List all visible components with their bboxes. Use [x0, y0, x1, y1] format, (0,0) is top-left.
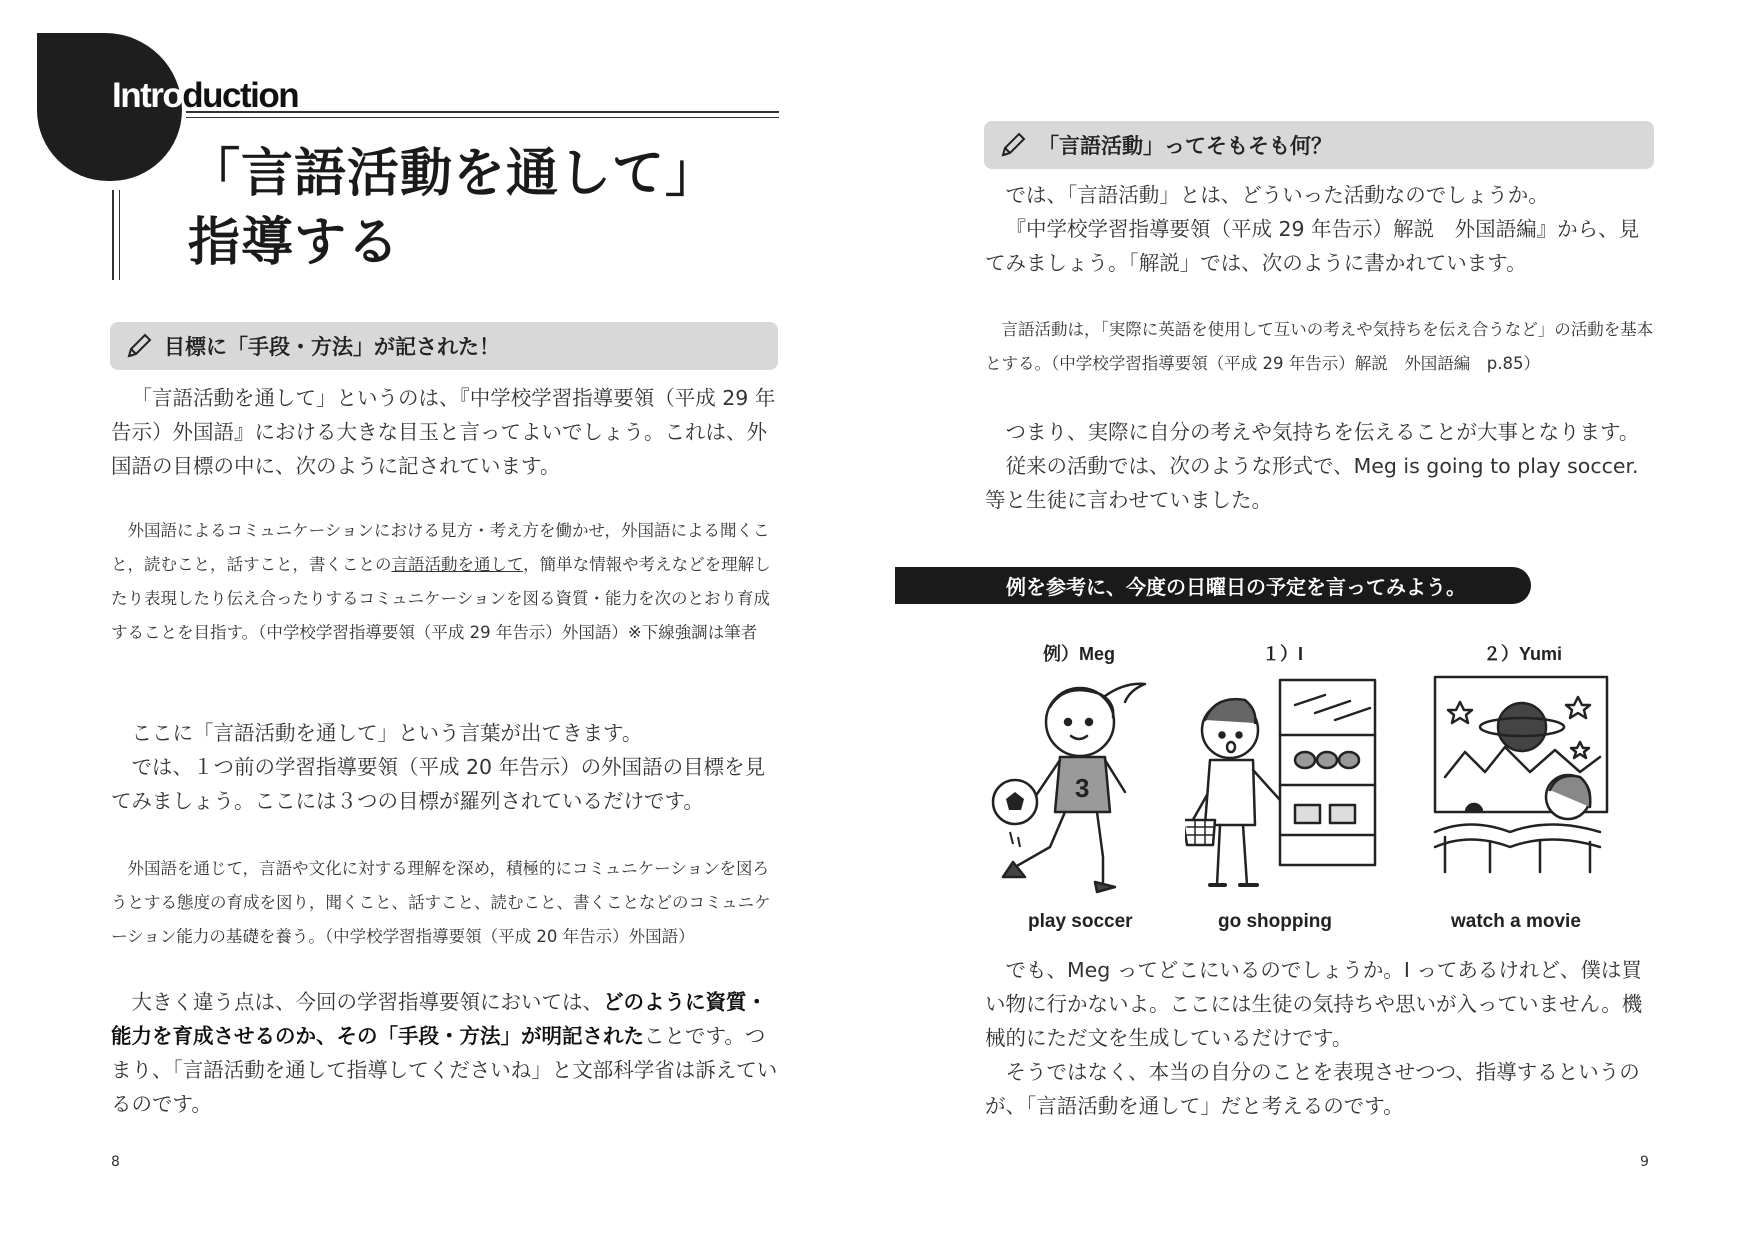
page-number-left: 8 [111, 1154, 120, 1170]
underlined-phrase: 言語活動を通して [391, 555, 524, 574]
quote-block: 外国語を通じて，言語や文化に対する理解を深め，積極的にコミュニケーションを図ろうとする態度の育成を図り，聞くこと、話すこと、読むこと、書くことなどのコミュニケーション能力の基礎を養う。（中学校学習指導要領（平成 20 年告示）外国語） [111, 859, 771, 946]
pencil-icon [998, 130, 1028, 160]
paragraph: ここに「言語活動を通して」という言葉が出てきます。 では、１つ前の学習指導要領（平成 20 年告示）の外国語の目標を見てみましょう。ここには３つの目標が羅列されているだけです。 [111, 721, 766, 813]
movie-illustration [1430, 672, 1615, 877]
example-caption: go shopping [1218, 911, 1332, 932]
section-heading-what-is [984, 121, 1654, 169]
pencil-icon [124, 331, 154, 361]
example-label: １）I [1262, 644, 1304, 664]
section-heading-text: 「言語活動」ってそもそも何？ [1038, 134, 1332, 158]
page-number-right: 9 [1640, 1154, 1649, 1170]
chapter-title-line1: 「言語活動を通して」 [188, 144, 719, 204]
paragraph: 「言語活動を通して」というのは、『中学校学習指導要領（平成 29 年告示）外国語』における大きな目玉と言ってよいでしょう。これは、外国語の目標の中に、次のように記されています。 [111, 386, 776, 478]
example-caption: play soccer [1028, 911, 1133, 932]
bold-emphasis: どのように資質・能力を育成させるのか、その「手段・方法」が明記された [111, 990, 767, 1048]
header-rule [186, 111, 779, 113]
svg-text:3: 3 [1075, 773, 1090, 803]
example-label: 例）Meg [1043, 644, 1115, 664]
paragraph: 大きく違う点は、今回の学習指導要領においては、どのように資質・能力を育成させるのか、その「手段・方法」が明記されたことです。つまり、「言語活動を通して指導してくださいね」と文部科学省は訴えているのです。 [111, 990, 778, 1116]
paragraph: でも、Meg ってどこにいるのでしょうか。I ってあるけれど、僕は買い物に行かないよ。ここには生徒の気持ちや思いが入っていません。機械的にただ文を生成しているだけです。 そうではなく、本当の自分のことを表現させつつ、指導するというのが、「言語活動を通して」だと考えるのです。 [985, 958, 1643, 1118]
soccer-illustration [985, 672, 1170, 907]
example-caption: watch a movie [1451, 911, 1581, 932]
paragraph: つまり、実際に自分の考えや気持ちを伝えることが大事となります。 従来の活動では、次のような形式で、Meg is going to play soccer. 等と生徒に言わせていました。 [985, 420, 1640, 512]
quote-block: 外国語によるコミュニケーションにおける見方・考え方を働かせ，外国語による聞くこと，読むこと，話すこと，書くことの言語活動を通して，簡単な情報や考えなどを理解したり表現したり伝え合ったりするコミュニケーションを図る資質・能力を次のとおり育成することを目指す。（中学校学習指導要領（平成 29 年告示）外国語）※下線強調は筆者 [111, 521, 771, 642]
introduction-label: Introduction [112, 76, 299, 115]
header-rule-thin [186, 117, 779, 118]
title-bar [112, 190, 114, 280]
example-label: ２）Yumi [1483, 644, 1563, 664]
title-bar-thin [119, 190, 120, 280]
section-heading-goals [110, 322, 778, 370]
chapter-title-line2: 指導する [188, 213, 401, 273]
exercise-banner: 例を参考に、今度の日曜日の予定を言ってみよう。 [895, 567, 1531, 604]
section-heading-text: 目標に「手段・方法」が記された！ [164, 335, 500, 359]
shopping-illustration [1185, 675, 1380, 905]
paragraph: では、「言語活動」とは、どういった活動なのでしょうか。 『中学校学習指導要領（平成 29 年告示）解説 外国語編』から、見てみましょう。「解説」では、次のように書かれています。 [985, 183, 1640, 275]
quote-block: 言語活動は，「実際に英語を使用して互いの考えや気持ちを伝え合うなど」の活動を基本とする。（中学校学習指導要領（平成 29 年告示）解説 外国語編 p.85） [985, 320, 1654, 373]
